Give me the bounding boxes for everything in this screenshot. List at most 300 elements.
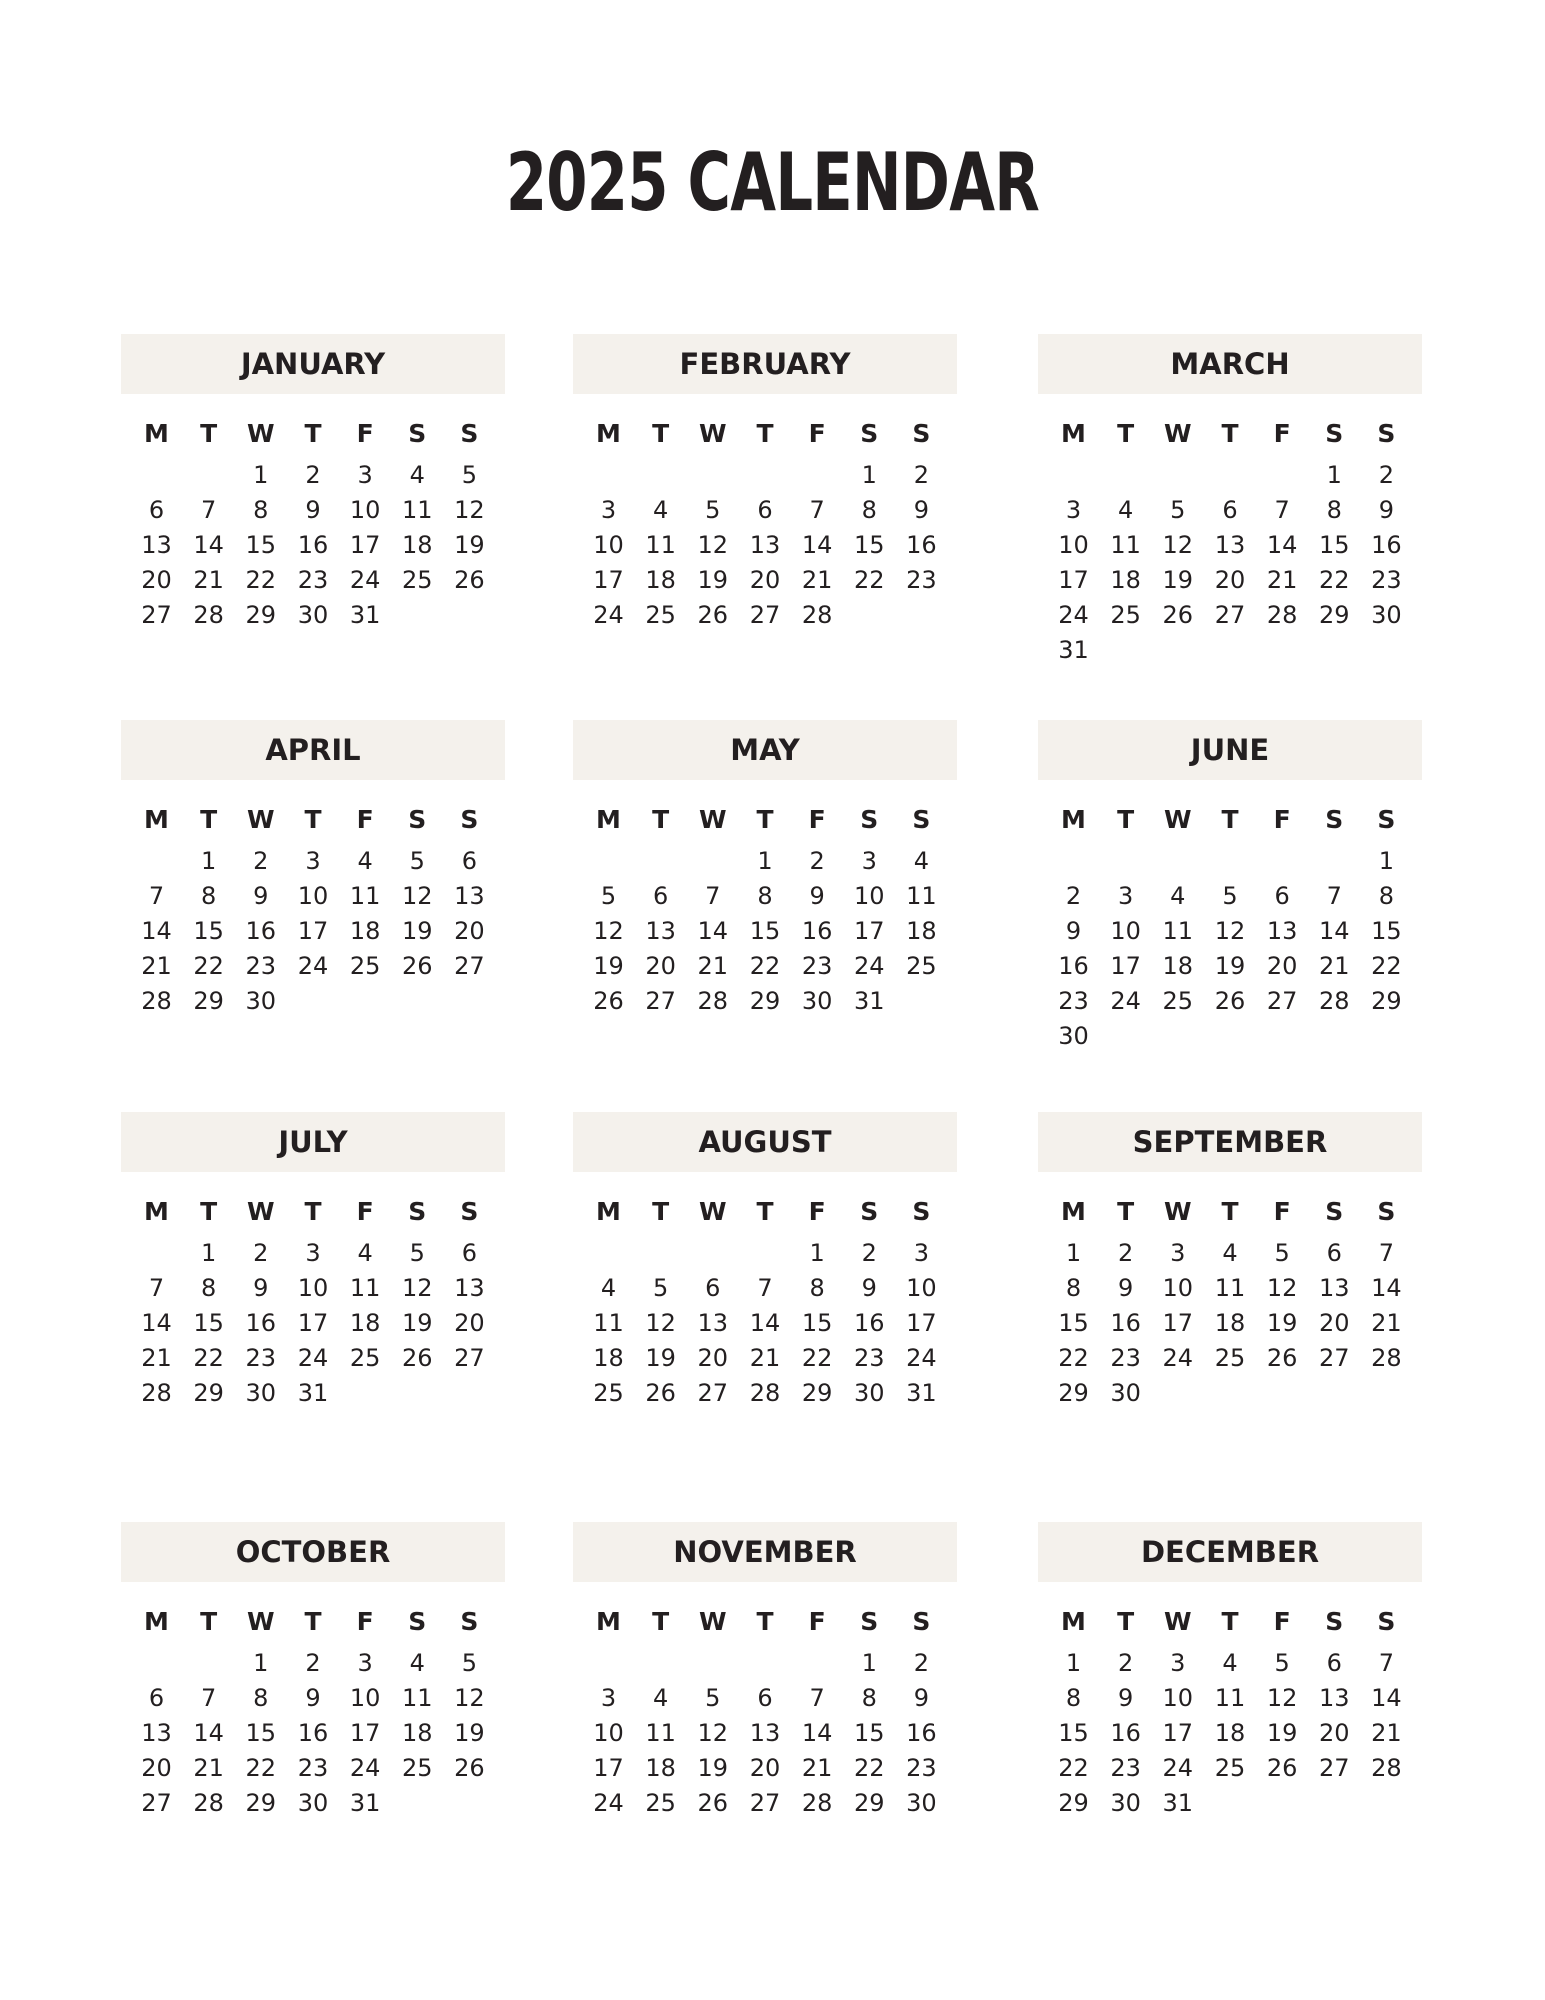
empty-day-cell [131, 1236, 182, 1271]
day-cell: 1 [1378, 847, 1395, 875]
day-cell: 24 [349, 566, 381, 594]
weekday-header-saturday: S [860, 805, 879, 834]
day-cell: 2 [305, 461, 321, 489]
day-cell: 21 [193, 1754, 224, 1782]
day-cell: 21 [1266, 566, 1298, 594]
weekday-header-wednesday: W [247, 805, 275, 834]
weekday-header-tuesday: T [652, 805, 670, 834]
day-cell: 28 [1266, 601, 1298, 629]
day-grid [121, 1582, 505, 1821]
day-cell: 21 [801, 1754, 833, 1782]
weekday-header-sunday: S [460, 1197, 479, 1226]
month-june [1038, 720, 1422, 1054]
day-cell: 13 [697, 1309, 729, 1337]
day-cell: 21 [141, 952, 172, 980]
day-cell: 9 [305, 1684, 321, 1712]
day-cell: 21 [697, 952, 729, 980]
weekday-header-monday: M [596, 419, 621, 448]
day-cell: 19 [1266, 1719, 1298, 1747]
day-cell: 6 [461, 847, 478, 875]
day-cell: 5 [1274, 1239, 1290, 1267]
empty-day-cell [687, 844, 738, 879]
day-cell: 25 [1214, 1754, 1246, 1782]
day-grid [1038, 394, 1422, 668]
day-cell: 21 [749, 1344, 781, 1372]
day-cell: 4 [1118, 496, 1134, 524]
weekday-header-friday: F [356, 419, 374, 448]
day-cell: 1 [861, 461, 877, 489]
weekday-header-thursday: T [756, 419, 774, 448]
day-cell: 23 [906, 566, 937, 594]
day-cell: 20 [1214, 566, 1246, 594]
day-cell: 16 [854, 1309, 885, 1337]
empty-day-cell [1204, 844, 1255, 879]
day-cell: 2 [1065, 882, 1082, 910]
day-cell: 29 [1058, 1789, 1089, 1817]
day-cell: 15 [193, 1309, 224, 1337]
day-cell: 12 [1214, 917, 1246, 945]
weekday-header-tuesday: T [200, 1607, 218, 1636]
empty-day-cell [1048, 458, 1099, 493]
day-cell: 2 [305, 1649, 321, 1677]
weekday-header-friday: F [356, 1197, 374, 1226]
day-cell: 21 [1319, 952, 1350, 980]
empty-day-cell [739, 1646, 790, 1681]
day-cell: 27 [1266, 987, 1298, 1015]
day-cell: 2 [1118, 1649, 1134, 1677]
weekday-header-thursday: T [1221, 1197, 1239, 1226]
day-cell: 17 [1058, 566, 1089, 594]
day-cell: 7 [1274, 496, 1290, 524]
month-august [573, 1112, 957, 1411]
day-grid [573, 1582, 957, 1821]
day-cell: 18 [1162, 952, 1194, 980]
day-cell: 10 [349, 496, 381, 524]
day-cell: 19 [402, 917, 433, 945]
weekday-header-thursday: T [1221, 805, 1239, 834]
day-cell: 24 [593, 601, 624, 629]
empty-day-cell [131, 458, 182, 493]
day-cell: 3 [357, 461, 373, 489]
day-cell: 17 [1162, 1719, 1194, 1747]
day-cell: 27 [454, 952, 485, 980]
day-cell: 9 [1065, 917, 1082, 945]
weekday-header-friday: F [808, 805, 826, 834]
day-cell: 4 [600, 1274, 617, 1302]
day-cell: 3 [357, 1649, 373, 1677]
month-october [121, 1522, 505, 1821]
day-cell: 26 [645, 1379, 676, 1407]
day-cell: 21 [1371, 1309, 1402, 1337]
day-cell: 1 [1326, 461, 1342, 489]
weekday-header-tuesday: T [1117, 805, 1135, 834]
day-cell: 14 [749, 1309, 781, 1337]
day-cell: 10 [1162, 1274, 1194, 1302]
weekday-header-sunday: S [912, 1197, 931, 1226]
weekday-header-tuesday: T [200, 419, 218, 448]
day-cell: 8 [861, 496, 877, 524]
day-cell: 5 [461, 461, 478, 489]
day-cell: 15 [854, 531, 885, 559]
day-cell: 9 [305, 496, 321, 524]
day-cell: 17 [854, 917, 885, 945]
empty-day-cell [635, 1236, 686, 1271]
day-cell: 23 [245, 952, 277, 980]
weekday-header-saturday: S [1325, 1197, 1344, 1226]
day-cell: 13 [749, 531, 781, 559]
day-cell: 27 [141, 1789, 172, 1817]
day-cell: 10 [297, 882, 329, 910]
day-cell: 19 [645, 1344, 676, 1372]
weekday-header-tuesday: T [200, 1197, 218, 1226]
day-cell: 27 [749, 601, 781, 629]
day-cell: 30 [1110, 1789, 1141, 1817]
day-grid [573, 1172, 957, 1411]
day-cell: 9 [861, 1274, 877, 1302]
day-cell: 8 [201, 1274, 217, 1302]
day-cell: 7 [201, 1684, 217, 1712]
empty-day-cell [1204, 458, 1255, 493]
day-cell: 3 [305, 1239, 321, 1267]
weekday-header-friday: F [1273, 805, 1291, 834]
day-cell: 22 [854, 566, 885, 594]
day-cell: 14 [1371, 1684, 1402, 1712]
day-cell: 15 [245, 1719, 277, 1747]
weekday-header-friday: F [808, 1197, 826, 1226]
month-name: OCTOBER [121, 1522, 505, 1582]
day-cell: 25 [906, 952, 937, 980]
day-cell: 6 [1326, 1239, 1342, 1267]
day-cell: 26 [402, 952, 433, 980]
day-cell: 31 [349, 601, 381, 629]
day-cell: 12 [593, 917, 624, 945]
day-cell: 29 [749, 987, 781, 1015]
weekday-header-sunday: S [912, 805, 931, 834]
day-cell: 23 [1371, 566, 1402, 594]
day-cell: 19 [697, 566, 729, 594]
day-cell: 28 [801, 601, 833, 629]
weekday-header-thursday: T [756, 1607, 774, 1636]
weekday-header-thursday: T [304, 1197, 322, 1226]
month-name: APRIL [121, 720, 505, 780]
day-cell: 12 [402, 1274, 433, 1302]
day-cell: 15 [801, 1309, 833, 1337]
day-cell: 9 [253, 1274, 269, 1302]
weekday-header-friday: F [808, 419, 826, 448]
day-cell: 28 [193, 1789, 224, 1817]
day-cell: 10 [593, 1719, 624, 1747]
day-cell: 20 [645, 952, 676, 980]
day-cell: 14 [1266, 531, 1298, 559]
day-cell: 19 [1214, 952, 1246, 980]
weekday-header-sunday: S [1377, 419, 1396, 448]
month-name: MAY [573, 720, 957, 780]
day-cell: 26 [402, 1344, 433, 1372]
weekday-header-saturday: S [408, 1197, 427, 1226]
weekday-header-wednesday: W [1164, 1607, 1192, 1636]
day-cell: 26 [1266, 1754, 1298, 1782]
day-cell: 19 [454, 531, 485, 559]
day-cell: 13 [645, 917, 676, 945]
weekday-header-wednesday: W [1164, 1197, 1192, 1226]
day-cell: 6 [757, 1684, 773, 1712]
weekday-header-wednesday: W [247, 1197, 275, 1226]
empty-day-cell [635, 844, 686, 879]
day-cell: 22 [749, 952, 781, 980]
day-cell: 31 [1058, 636, 1089, 664]
day-cell: 3 [600, 1684, 617, 1712]
day-cell: 11 [402, 496, 433, 524]
day-cell: 4 [653, 1684, 669, 1712]
day-cell: 30 [854, 1379, 885, 1407]
day-cell: 7 [1378, 1649, 1395, 1677]
day-cell: 4 [409, 461, 425, 489]
day-cell: 28 [1371, 1754, 1402, 1782]
day-cell: 13 [141, 531, 172, 559]
day-cell: 29 [193, 1379, 224, 1407]
month-january [121, 334, 505, 633]
empty-day-cell [1100, 458, 1151, 493]
day-cell: 27 [749, 1789, 781, 1817]
empty-day-cell [1152, 458, 1203, 493]
day-cell: 9 [1378, 496, 1395, 524]
weekday-header-wednesday: W [699, 419, 727, 448]
day-cell: 1 [253, 1649, 269, 1677]
day-cell: 25 [1214, 1344, 1246, 1372]
weekday-header-sunday: S [460, 805, 479, 834]
weekday-header-friday: F [1273, 419, 1291, 448]
day-cell: 1 [757, 847, 773, 875]
empty-day-cell [635, 458, 686, 493]
empty-day-cell [583, 1236, 634, 1271]
day-cell: 18 [1214, 1309, 1246, 1337]
day-cell: 17 [349, 1719, 381, 1747]
day-cell: 5 [461, 1649, 478, 1677]
weekday-header-monday: M [1061, 1197, 1086, 1226]
day-cell: 7 [1378, 1239, 1395, 1267]
day-cell: 4 [357, 1239, 373, 1267]
day-cell: 29 [245, 601, 277, 629]
day-cell: 17 [297, 917, 329, 945]
weekday-header-monday: M [596, 805, 621, 834]
day-cell: 6 [1274, 882, 1290, 910]
day-cell: 17 [349, 531, 381, 559]
day-cell: 1 [253, 461, 269, 489]
day-cell: 3 [1170, 1649, 1186, 1677]
day-cell: 3 [1118, 882, 1134, 910]
day-cell: 1 [861, 1649, 877, 1677]
day-cell: 29 [193, 987, 224, 1015]
weekday-header-saturday: S [1325, 805, 1344, 834]
weekday-header-wednesday: W [699, 805, 727, 834]
month-name: DECEMBER [1038, 1522, 1422, 1582]
day-cell: 21 [801, 566, 833, 594]
weekday-header-tuesday: T [1117, 1607, 1135, 1636]
day-grid [1038, 780, 1422, 1054]
weekday-header-thursday: T [304, 805, 322, 834]
day-cell: 31 [906, 1379, 937, 1407]
day-cell: 10 [297, 1274, 329, 1302]
day-cell: 24 [297, 1344, 329, 1372]
day-cell: 5 [1222, 882, 1238, 910]
day-cell: 25 [1162, 987, 1194, 1015]
day-cell: 16 [297, 1719, 329, 1747]
day-cell: 18 [349, 917, 381, 945]
month-name: NOVEMBER [573, 1522, 957, 1582]
day-cell: 8 [201, 882, 217, 910]
day-cell: 10 [1162, 1684, 1194, 1712]
day-cell: 27 [697, 1379, 729, 1407]
empty-day-cell [583, 458, 634, 493]
day-cell: 17 [1162, 1309, 1194, 1337]
day-cell: 27 [1319, 1754, 1350, 1782]
day-cell: 18 [593, 1344, 624, 1372]
day-cell: 18 [1110, 566, 1141, 594]
day-cell: 20 [749, 566, 781, 594]
day-cell: 12 [454, 1684, 485, 1712]
day-cell: 3 [600, 496, 617, 524]
day-cell: 15 [749, 917, 781, 945]
weekday-header-sunday: S [1377, 1197, 1396, 1226]
month-name: SEPTEMBER [1038, 1112, 1422, 1172]
weekday-header-tuesday: T [652, 1197, 670, 1226]
day-cell: 24 [906, 1344, 937, 1372]
page-title: 2025 CALENDAR [505, 136, 1040, 229]
day-cell: 13 [1319, 1684, 1350, 1712]
weekday-header-monday: M [1061, 1607, 1086, 1636]
day-cell: 3 [861, 847, 877, 875]
day-cell: 29 [1319, 601, 1350, 629]
day-grid [1038, 1172, 1422, 1411]
day-cell: 24 [1058, 601, 1089, 629]
day-cell: 30 [1110, 1379, 1141, 1407]
day-cell: 23 [1110, 1344, 1141, 1372]
day-cell: 9 [913, 496, 930, 524]
day-cell: 9 [1118, 1274, 1134, 1302]
day-cell: 7 [1326, 882, 1342, 910]
day-cell: 15 [1371, 917, 1402, 945]
weekday-header-wednesday: W [1164, 805, 1192, 834]
day-cell: 16 [1110, 1719, 1141, 1747]
weekday-header-sunday: S [460, 1607, 479, 1636]
day-cell: 12 [1266, 1684, 1298, 1712]
day-cell: 26 [454, 566, 485, 594]
day-cell: 15 [193, 917, 224, 945]
day-cell: 25 [402, 566, 433, 594]
day-cell: 12 [454, 496, 485, 524]
day-cell: 20 [141, 1754, 172, 1782]
day-cell: 22 [854, 1754, 885, 1782]
empty-day-cell [1152, 844, 1203, 879]
day-cell: 7 [148, 1274, 165, 1302]
day-cell: 11 [349, 882, 381, 910]
weekday-header-thursday: T [304, 1607, 322, 1636]
day-cell: 14 [141, 917, 172, 945]
day-cell: 24 [1162, 1344, 1194, 1372]
day-cell: 26 [454, 1754, 485, 1782]
day-cell: 18 [349, 1309, 381, 1337]
day-cell: 8 [253, 496, 269, 524]
day-cell: 22 [245, 1754, 277, 1782]
day-cell: 31 [1162, 1789, 1194, 1817]
day-cell: 23 [1110, 1754, 1141, 1782]
day-cell: 5 [705, 1684, 721, 1712]
weekday-header-saturday: S [860, 1197, 879, 1226]
day-cell: 16 [1371, 531, 1402, 559]
day-cell: 3 [305, 847, 321, 875]
day-cell: 15 [245, 531, 277, 559]
day-cell: 17 [1110, 952, 1141, 980]
day-cell: 4 [357, 847, 373, 875]
weekday-header-saturday: S [408, 419, 427, 448]
day-cell: 4 [913, 847, 930, 875]
day-cell: 10 [593, 531, 624, 559]
day-cell: 19 [697, 1754, 729, 1782]
weekday-header-wednesday: W [699, 1197, 727, 1226]
weekday-header-saturday: S [408, 805, 427, 834]
day-cell: 19 [593, 952, 624, 980]
empty-day-cell [131, 1646, 182, 1681]
day-cell: 1 [201, 847, 217, 875]
day-cell: 8 [809, 1274, 825, 1302]
day-cell: 16 [297, 531, 329, 559]
day-cell: 13 [1214, 531, 1246, 559]
day-cell: 22 [1371, 952, 1402, 980]
day-cell: 14 [193, 531, 224, 559]
day-cell: 16 [906, 531, 937, 559]
day-cell: 13 [454, 882, 485, 910]
day-cell: 16 [1058, 952, 1089, 980]
empty-day-cell [183, 458, 234, 493]
day-cell: 7 [809, 496, 825, 524]
day-cell: 6 [148, 496, 165, 524]
day-cell: 22 [801, 1344, 833, 1372]
day-grid [121, 780, 505, 1019]
weekday-header-saturday: S [860, 1607, 879, 1636]
day-cell: 29 [801, 1379, 833, 1407]
weekday-header-thursday: T [1221, 1607, 1239, 1636]
empty-day-cell [583, 844, 634, 879]
day-cell: 12 [1162, 531, 1194, 559]
weekday-header-sunday: S [1377, 1607, 1396, 1636]
day-cell: 27 [454, 1344, 485, 1372]
day-cell: 22 [1058, 1754, 1089, 1782]
day-cell: 30 [1058, 1022, 1089, 1050]
day-cell: 24 [593, 1789, 624, 1817]
day-cell: 29 [1371, 987, 1402, 1015]
day-cell: 15 [1319, 531, 1350, 559]
weekday-header-friday: F [356, 805, 374, 834]
day-cell: 11 [1162, 917, 1194, 945]
day-cell: 25 [349, 952, 381, 980]
empty-day-cell [583, 1646, 634, 1681]
month-name: JANUARY [121, 334, 505, 394]
month-april [121, 720, 505, 1019]
day-cell: 11 [1214, 1274, 1246, 1302]
weekday-header-tuesday: T [652, 419, 670, 448]
day-cell: 21 [141, 1344, 172, 1372]
day-cell: 18 [645, 566, 676, 594]
day-cell: 4 [409, 1649, 425, 1677]
day-cell: 10 [349, 1684, 381, 1712]
month-name: FEBRUARY [573, 334, 957, 394]
weekday-header-sunday: S [460, 419, 479, 448]
empty-day-cell [739, 458, 790, 493]
day-cell: 12 [1266, 1274, 1298, 1302]
day-cell: 5 [1274, 1649, 1290, 1677]
day-cell: 13 [749, 1719, 781, 1747]
day-cell: 2 [861, 1239, 877, 1267]
